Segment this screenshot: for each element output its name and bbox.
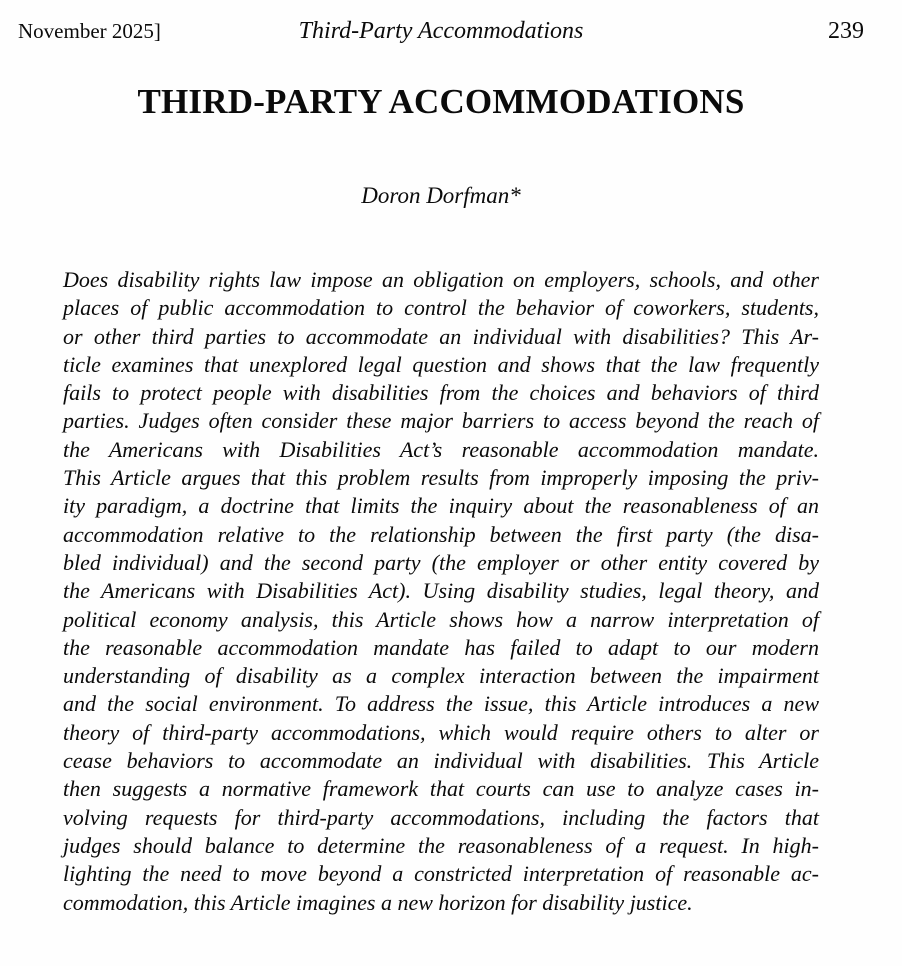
- abstract-line: and the social environment. To address the issue, this Article introduces a new: [63, 691, 819, 717]
- abstract-line: or other third parties to accommodate an individual with disabilities? This Ar-: [63, 323, 819, 349]
- running-head-issue-date: November 2025]: [18, 19, 161, 43]
- abstract-line: lighting the need to move beyond a constricted interpretation of reasonable ac-: [63, 861, 819, 887]
- running-head-article-title: Third-Party Accommodations: [298, 18, 584, 44]
- abstract-line: bled individual) and the second party (the employer or other entity covered by: [63, 549, 819, 575]
- abstract-line: parties. Judges often consider these major barriers to access beyond the reach of: [63, 408, 819, 434]
- abstract-line: judges should balance to determine the reasonableness of a request. In high-: [63, 832, 819, 858]
- abstract-line: places of public accommodation to control the behavior of coworkers, students,: [63, 295, 819, 321]
- abstract-line: Does disability rights law impose an obligation on employers, schools, and other: [63, 267, 819, 292]
- page-number: 239: [828, 18, 864, 44]
- abstract-line: fails to protect people with disabilities from the choices and behaviors of third: [63, 380, 819, 406]
- abstract-line: then suggests a normative framework that courts can use to analyze cases in-: [63, 776, 819, 802]
- abstract-line: ity paradigm, a doctrine that limits the inquiry about the reasonableness of an: [63, 493, 819, 519]
- abstract-line: accommodation relative to the relationship between the first party (the disa-: [63, 521, 819, 547]
- abstract-line: cease behaviors to accommodate an individual with disabilities. This Article: [63, 748, 819, 774]
- abstract-line: the Americans with Disabilities Act’s reasonable accommodation mandate.: [63, 436, 819, 462]
- abstract-line: volving requests for third-party accommodations, including the factors that: [63, 804, 819, 830]
- abstract-line: commodation, this Article imagines a new horizon for disability justice.: [63, 889, 693, 915]
- abstract-line: understanding of disability as a complex interaction between the impairment: [63, 663, 819, 689]
- abstract-line: ticle examines that unexplored legal question and shows that the law frequently: [63, 351, 819, 377]
- abstract: [63, 266, 819, 917]
- abstract-line: the Americans with Disabilities Act). Using disability studies, legal theory, and: [63, 578, 819, 604]
- abstract-line: This Article argues that this problem results from improperly imposing the priv-: [63, 465, 819, 491]
- running-head: [18, 18, 864, 45]
- article-title: THIRD-PARTY ACCOMMODATIONS: [137, 82, 745, 121]
- author-byline: Doron Dorfman*: [361, 183, 521, 208]
- abstract-line: theory of third-party accommodations, which would require others to alter or: [63, 719, 819, 745]
- abstract-line: political economy analysis, this Article shows how a narrow interpretation of: [63, 606, 819, 632]
- abstract-line: the reasonable accommodation mandate has failed to adapt to our modern: [63, 634, 819, 660]
